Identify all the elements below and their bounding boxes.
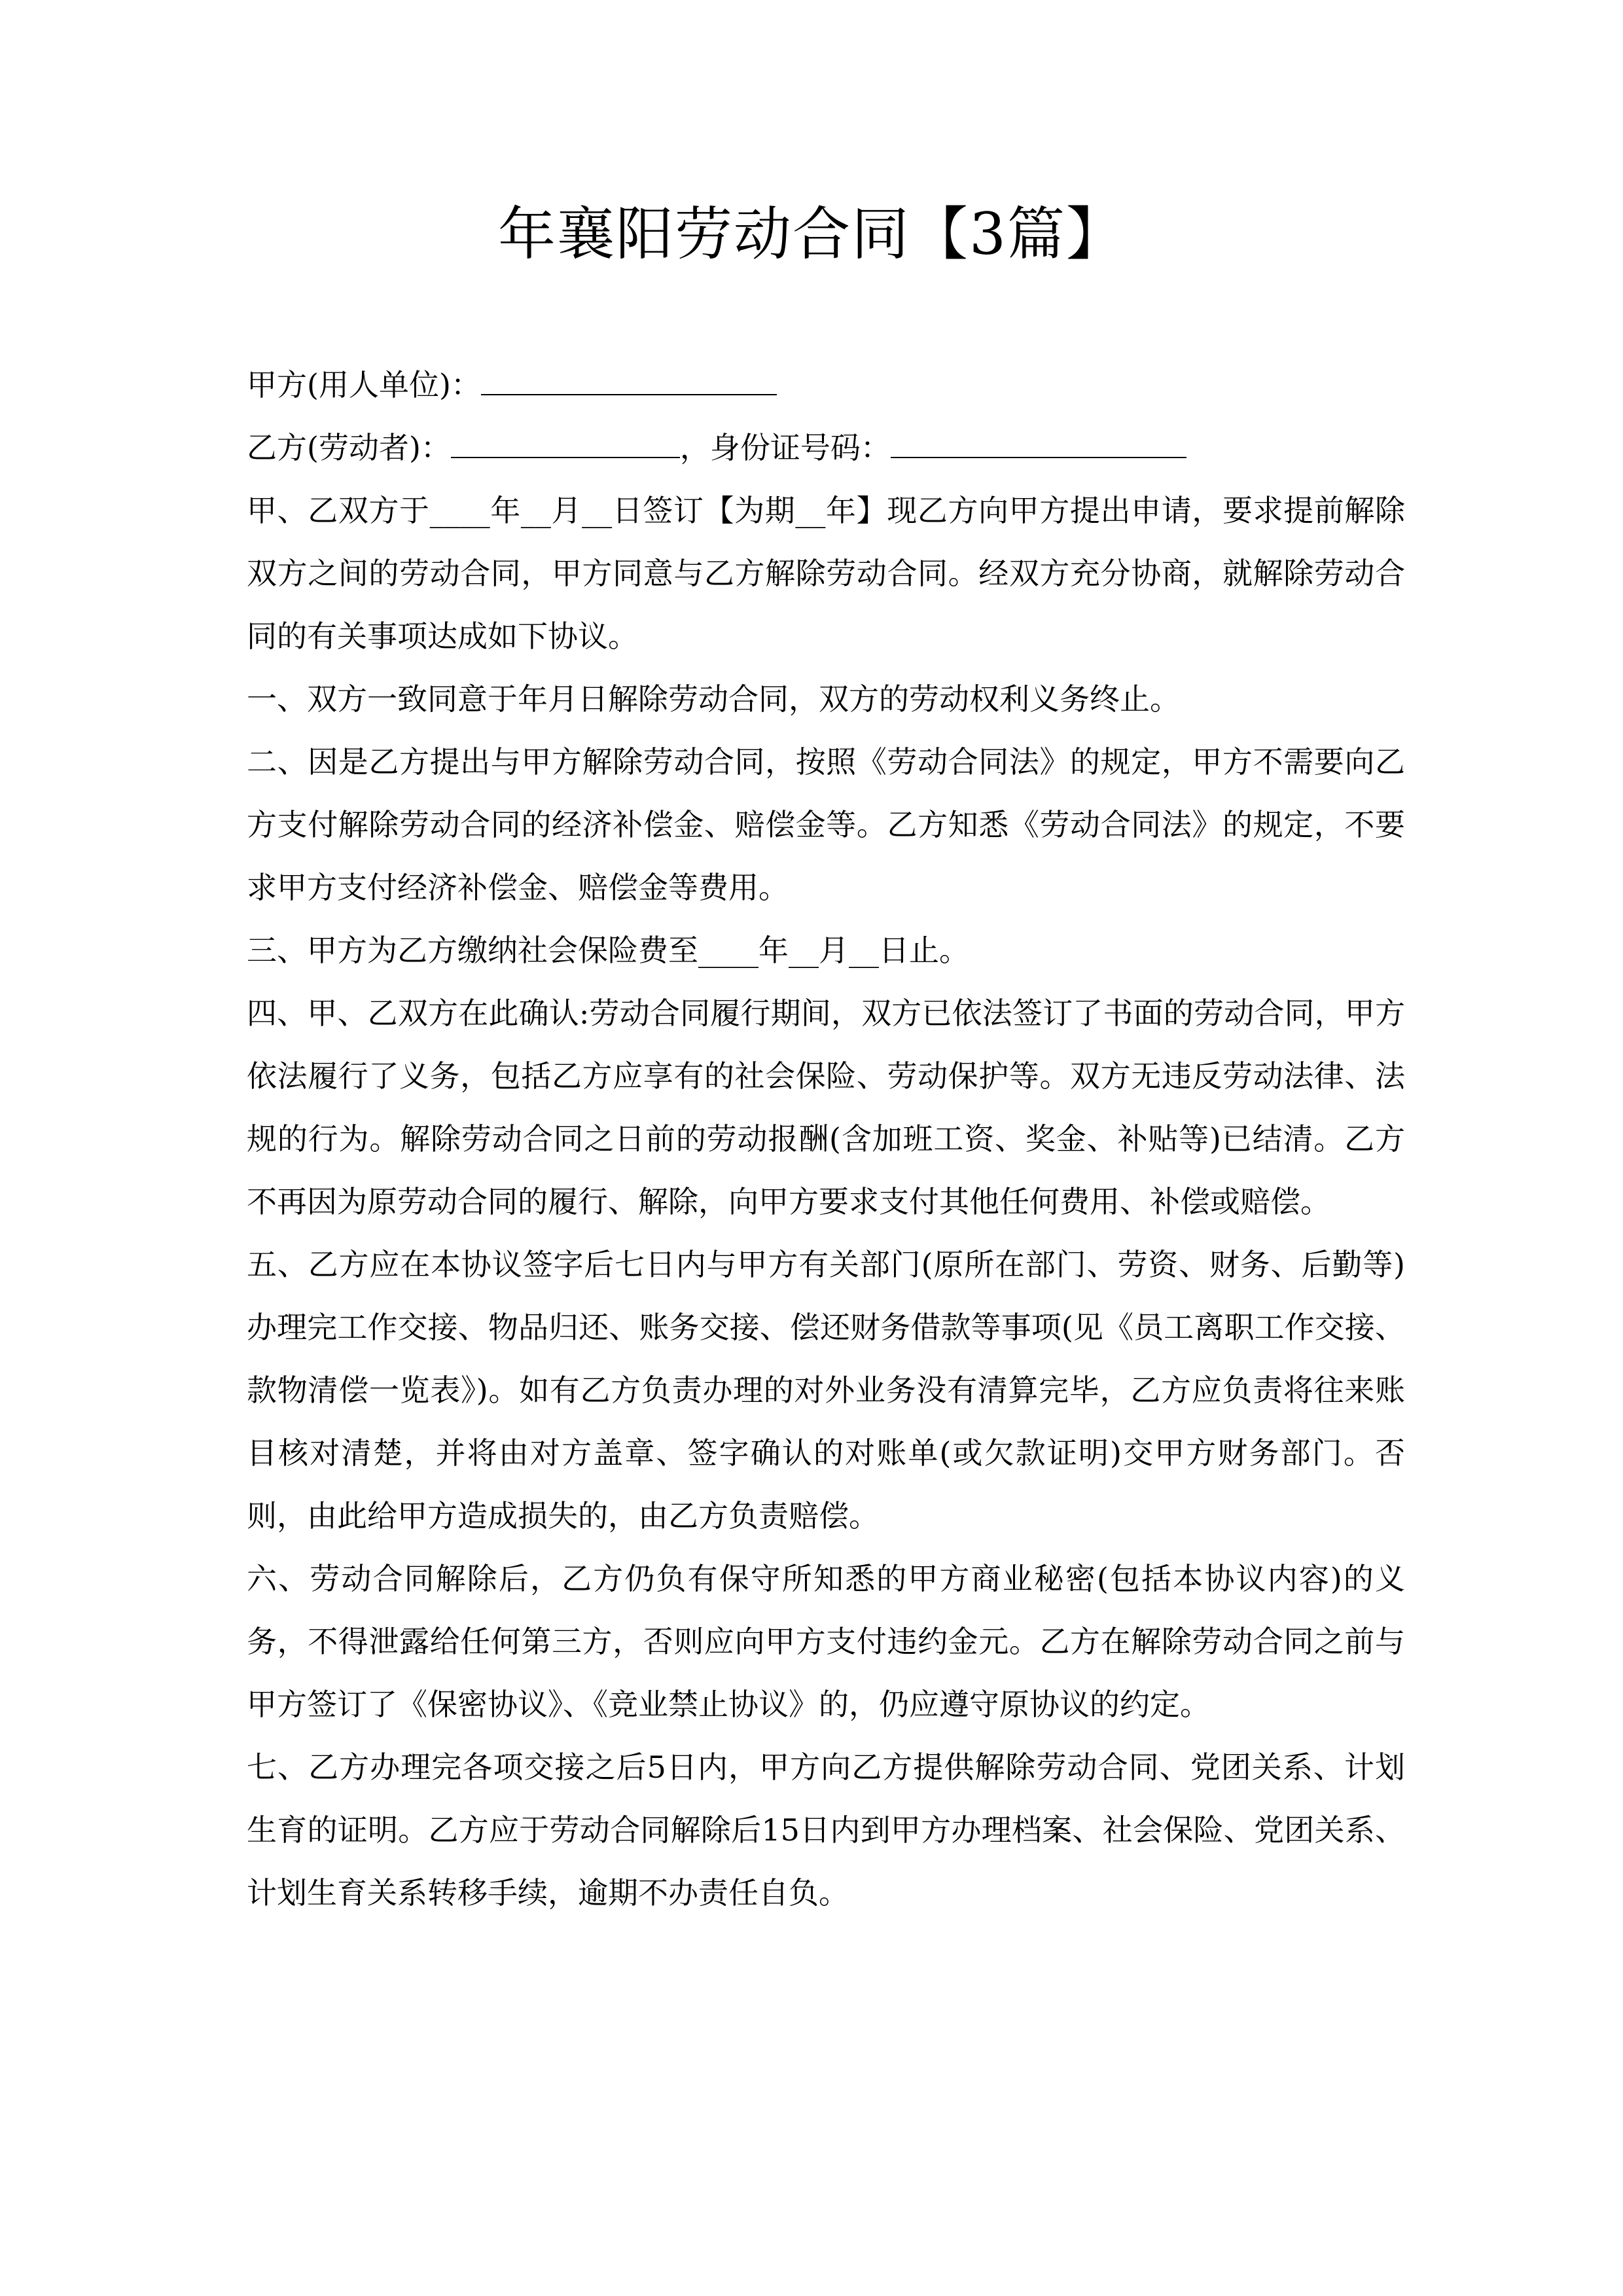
id-number-blank [891, 423, 1186, 458]
paragraph-clause-2: 二、因是乙方提出与甲方解除劳动合同，按照《劳动合同法》的规定，甲方不需要向乙方支付解除劳动合同的经济补偿金、赔偿金等。乙方知悉《劳动合同法》的规定，不要求甲方支付经济补偿金、赔偿金等费用。 [247, 744, 1405, 905]
party-b-blank [451, 423, 680, 458]
paragraph-clause-4: 四、甲、乙双方在此确认:劳动合同履行期间，双方已依法签订了书面的劳动合同，甲方依法履行了义务，包括乙方应享有的社会保险、劳动保护等。双方无违反劳动法律、法规的行为。解除劳动合同之日前的劳动报酬(含加班工资、奖金、补贴等)已结清。乙方不再因为原劳动合同的履行、解除，向甲方要求支付其他任何费用、补偿或赔偿。 [247, 996, 1405, 1219]
party-b-label: 乙方(劳动者)： [247, 430, 451, 465]
party-b-line [247, 416, 1405, 479]
party-a-blank [481, 360, 777, 395]
party-a-label: 甲方(用人单位)： [247, 367, 481, 403]
document-title: 年襄阳劳动合同【3篇】 [498, 200, 1125, 268]
paragraph-clause-6: 六、劳动合同解除后，乙方仍负有保守所知悉的甲方商业秘密(包括本协议内容)的义务，不得泄露给任何第三方，否则应向甲方支付违约金元。乙方在解除劳动合同之前与甲方签订了《保密协议》、《竞业禁止协议》的，仍应遵守原协议的约定。 [247, 1561, 1405, 1722]
paragraph-clause-5: 五、乙方应在本协议签字后七日内与甲方有关部门(原所在部门、劳资、财务、后勤等)办理完工作交接、物品归还、账务交接、偿还财务借款等事项(见《员工离职工作交接、款物清偿一览表》)。如有乙方负责办理的对外业务没有清算完毕，乙方应负责将往来账目核对清楚，并将由对方盖章、签字确认的对账单(或欠款证明)交甲方财务部门。否则，由此给甲方造成损失的，由乙方负责赔偿。 [247, 1247, 1405, 1534]
paragraph-clause-7: 七、乙方办理完各项交接之后5日内，甲方向乙方提供解除劳动合同、党团关系、计划生育的证明。乙方应于劳动合同解除后15日内到甲方办理档案、社会保险、党团关系、计划生育关系转移手续，逾期不办责任自负。 [247, 1749, 1405, 1910]
paragraph-clause-3: 三、甲方为乙方缴纳社会保险费至____年__月__日止。 [247, 933, 969, 968]
paragraph-preamble: 甲、乙双方于____年__月__日签订【为期__年】现乙方向甲方提出申请，要求提前解除双方之间的劳动合同，甲方同意与乙方解除劳动合同。经双方充分协商，就解除劳动合同的有关事项达成如下协议。 [247, 493, 1405, 654]
id-number-label: ，身份证号码： [679, 430, 891, 465]
paragraph-clause-1: 一、双方一致同意于年月日解除劳动合同，双方的劳动权利义务终止。 [247, 681, 1180, 717]
party-a-line [247, 353, 1405, 416]
document-body [247, 353, 1405, 1924]
